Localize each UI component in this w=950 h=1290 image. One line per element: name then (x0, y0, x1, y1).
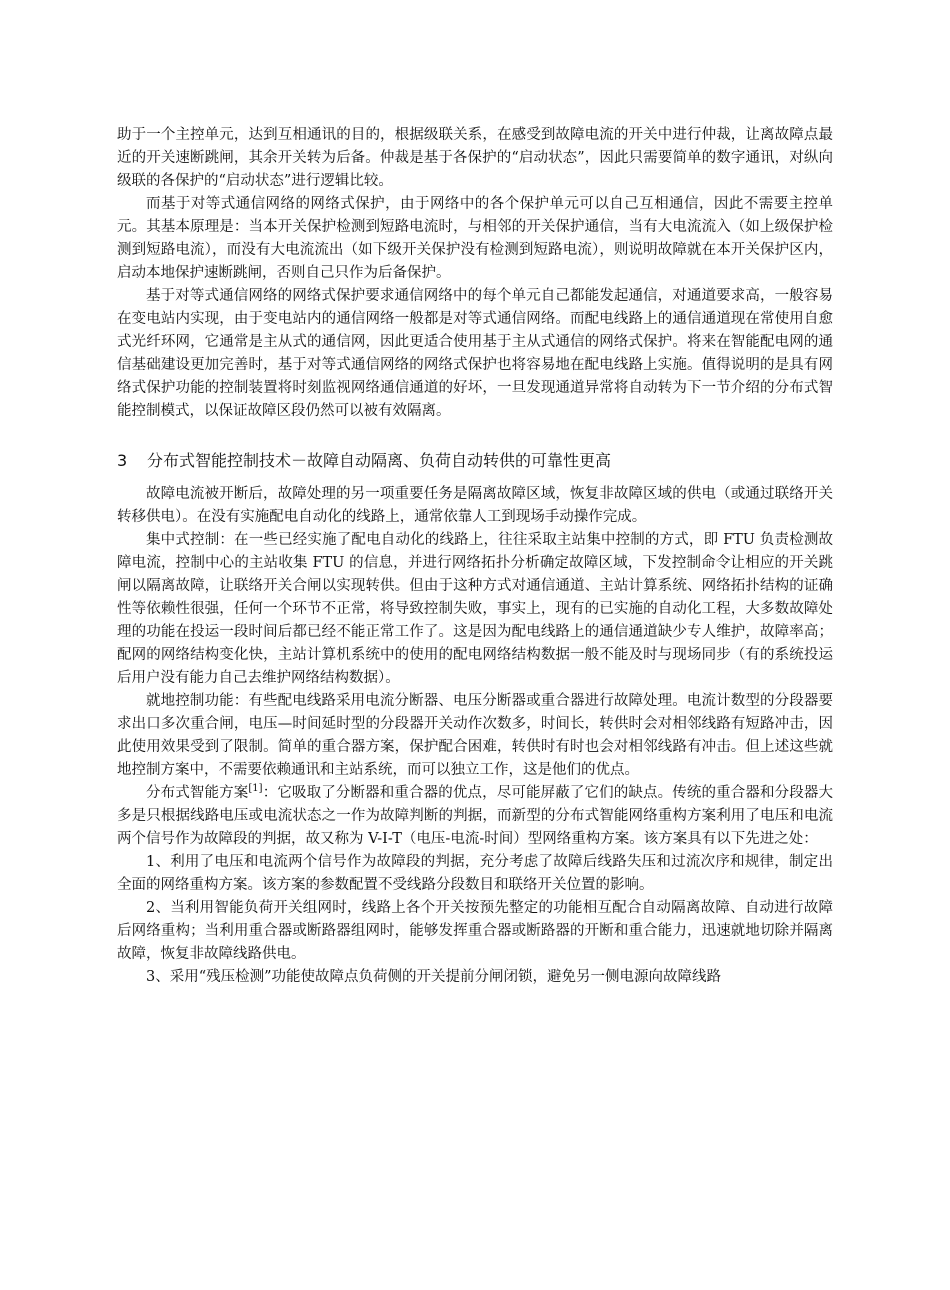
section-heading (117, 449, 833, 473)
list-item: 2、当利用智能负荷开关组网时，线路上各个开关按预先整定的功能相互配合自动隔离故障、自动进行故障后网络重构；当利用重合器或断路器组网时，能够发挥重合器或断路器的开断和重合能力，迅速就地切除并隔离故障，恢复非故障线路供电。 (117, 900, 833, 962)
list-item: 3、采用“残压检测”功能使故障点负荷侧的开关提前分闸闭锁，避免另一侧电源向故障线路 (146, 969, 722, 985)
paragraph: 就地控制功能：有些配电线路采用电流分断器、电压分断器或重合器进行故障处理。电流计数型的分段器要求出口多次重合闸，电压—时间延时型的分段器开关动作次数多，时间长，转供时会对相邻线路有短路冲击，因此使用效果受到了限制。简单的重合器方案，保护配合困难，转供时有时也会对相邻线路有冲击。但上述这些就地控制方案中，不需要依赖通讯和主站系统，而可以独立工作，这是他们的优点。 (117, 693, 833, 778)
citation-ref: [1] (248, 783, 263, 795)
distributed-text: ：它吸取了分断器和重合器的优点，尽可能屏蔽了它们的缺点。传统的重合器和分段器大多是只根据线路电压或电流状态之一作为故障判断的判据，而新型的分布式智能网络重构方案利用了电压和电流两个信号作为故障段的判据，故又称为 V-I-T（电压-电流-时间）型网络重构方案。该方案具有以下先进之处： (117, 785, 834, 847)
section-title: 分布式智能控制技术－故障自动隔离、负荷自动转供的可靠性更高 (147, 451, 612, 470)
list-item: 1、利用了电压和电流两个信号作为故障段的判据，充分考虑了故障后线路失压和过流次序和规律，制定出全面的网络重构方案。该方案的参数配置不受线路分段数目和联络开关位置的影响。 (117, 854, 833, 893)
paragraph: 助于一个主控单元，达到互相通讯的目的，根据级联关系，在感受到故障电流的开关中进行仲裁，让离故障点最近的开关速断跳闸，其余开关转为后备。仲裁是基于各保护的“启动状态”，因此只需要简单的数字通讯，对纵向级联的各保护的“启动状态”进行逻辑比较。 (117, 127, 833, 189)
paragraph-distributed (117, 782, 833, 851)
paragraph: 基于对等式通信网络的网络式保护要求通信网络中的每个单元自己都能发起通信，对通道要求高，一般容易在变电站内实现，由于变电站内的通信网络一般都是对等式通信网络。而配电线路上的通信通道现在常使用自愈式光纤环网，它通常是主从式的通信网，因此更适合使用基于主从式通信的网络式保护。将来在智能配电网的通信基础建设更加完善时，基于对等式通信网络的网络式保护也将容易地在配电线路上实施。值得说明的是具有网络式保护功能的控制装置将时刻监视网络通信通道的好坏，一旦发现通道异常将自动转为下一节介绍的分布式智能控制模式，以保证故障区段仍然可以被有效隔离。 (117, 288, 833, 419)
paragraph: 集中式控制：在一些已经实施了配电自动化的线路上，往往采取主站集中控制的方式，即 FTU 负责检测故障电流，控制中心的主站收集 FTU 的信息，并进行网络拓扑分析确定故障区域，下发控制命令让相应的开关跳闸以隔离故障，让联络开关合闸以实现转供。但由于这种方式对通信通道、主站计算系统、网络拓扑结构的证确性等依赖性很强，任何一个环节不正常，将导致控制失败，事实上，现有的已实施的自动化工程，大多数故障处理的功能在投运一段时间后都已经不能正常工作了。这是因为配电线路上的通信通道缺少专人维护，故障率高；配网的网络结构变化快，主站计算机系统中的使用的配电网络结构数据一般不能及时与现场同步（有的系统投运后用户没有能力自己去维护网络结构数据）。 (117, 532, 833, 686)
document-page (117, 124, 833, 989)
section-number: 3 (117, 451, 128, 470)
paragraph: 而基于对等式通信网络的网络式保护，由于网络中的各个保护单元可以自己互相通信，因此不需要主控单元。其基本原理是：当本开关保护检测到短路电流时，与相邻的开关保护通信，当有大电流流入（如上级保护检测到短路电流），而没有大电流流出（如下级开关保护没有检测到短路电流），则说明故障就在本开关保护区内，启动本地保护速断跳闸，否则自己只作为后备保护。 (117, 196, 833, 281)
distributed-lead: 分布式智能方案 (146, 785, 249, 801)
paragraph: 故障电流被开断后，故障处理的另一项重要任务是隔离故障区域，恢复非故障区域的供电（或通过联络开关转移供电）。在没有实施配电自动化的线路上，通常依靠人工到现场手动操作完成。 (117, 486, 833, 525)
